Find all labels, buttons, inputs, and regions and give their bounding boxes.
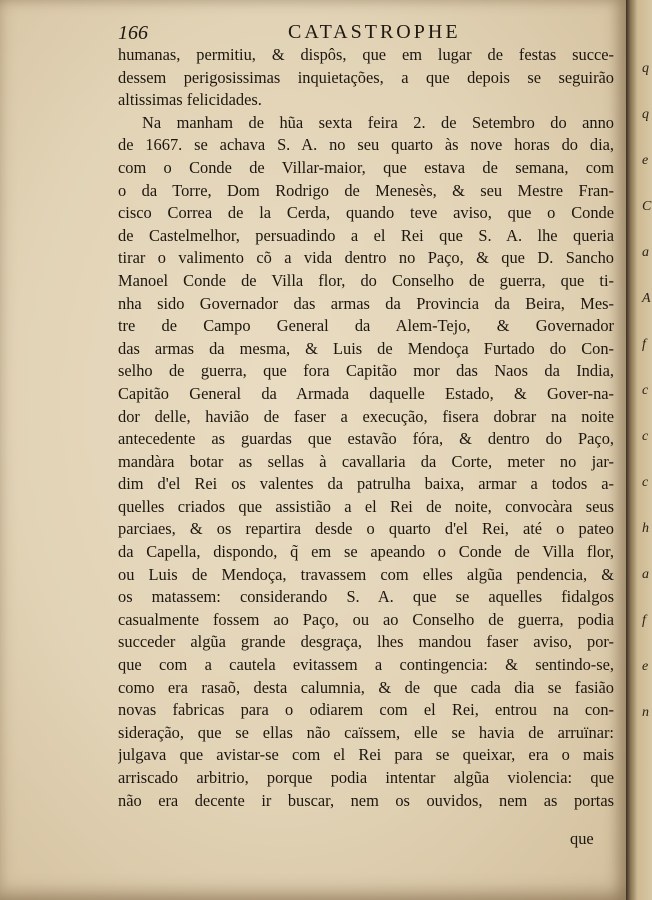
facing-page-letter: f (642, 337, 646, 352)
text-line: como era rasaõ, desta calumnia, & de que cada dia se fasião (118, 677, 614, 697)
facing-page-letter: q (642, 61, 649, 76)
text-line: selho de guerra, que fora Capitão mor das Naos da India, (118, 361, 614, 381)
page-number: 166 (118, 22, 148, 44)
facing-page-letter: a (642, 567, 649, 582)
running-title: CATASTROPHE (288, 21, 461, 43)
catchword: que (570, 829, 594, 848)
text-line: que com a cautela evitassem a contingencia: & sentindo-se, (118, 655, 614, 675)
text-line: da Capella, dispondo, q̃ em se apeando o Conde de Villa flor, (118, 542, 614, 562)
facing-page-letter: c (642, 429, 649, 444)
facing-page-letter: f (642, 613, 646, 628)
text-line: altissimas felicidades. (118, 90, 262, 110)
facing-page-letter: A (642, 291, 651, 306)
facing-page-edge (626, 0, 652, 900)
facing-page-letter: c (642, 383, 649, 398)
text-line: de 1667. se achava S. A. no seu quarto às nove horas do dia, (118, 135, 614, 155)
text-line: sideração, que se ellas não caïssem, elle se havia de arruïnar: (118, 722, 614, 742)
text-line: tre de Campo General da Alem-Tejo, & Governador (118, 316, 614, 336)
text-line: ou Luis de Mendoça, travassem com elles algũa pendencia, & (118, 564, 614, 584)
text-line: arriscado arbitrio, porque podia intentar algũa violencia: que (118, 768, 614, 787)
text-line: dessem perigosissimas inquietações, a que depois se seguirão (118, 67, 614, 87)
text-line: nha sido Governador das armas da Provincia da Beira, Mes- (118, 293, 614, 313)
text-line: casualmente fossem ao Paço, ou ao Conselho de guerra, podia (118, 609, 614, 629)
facing-page-letter: e (642, 153, 649, 168)
text-line: o da Torre, Dom Rodrigo de Menesès, & seu Mestre Fran- (118, 180, 614, 200)
text-line: parciaes, & os repartira desde o quarto d'el Rei, até o pateo (118, 519, 614, 539)
page-header (118, 20, 618, 46)
text-line: julgava que avistar-se com el Rei para se queixar, era o mais (118, 745, 614, 765)
text-line: quelles criados que assistião a el Rei de noite, convocàra seus (118, 496, 614, 516)
text-line: mandàra botar as sellas à cavallaria da Corte, meter no jar- (118, 451, 614, 471)
text-line: Na manham de hũa sexta feira 2. de Setembro do anno (142, 112, 614, 132)
facing-page-letter: C (642, 199, 652, 214)
text-line: Manoel Conde de Villa flor, do Conselho de guerra, que ti- (118, 270, 614, 290)
text-line: dor delle, havião de faser a execução, fisera dobrar na noite (118, 406, 614, 426)
text-line: não era decente ir buscar, nem os ouvidos, nem as portas (118, 790, 614, 810)
facing-page-letter: c (642, 475, 649, 490)
text-line: Capitão General da Armada daquelle Estado, & Gover-na- (118, 383, 614, 403)
text-line: de Castelmelhor, persuadindo a el Rei que S. A. lhe queria (118, 225, 614, 245)
text-line: das armas da mesma, & Luis de Mendoça Furtado do Con- (118, 338, 614, 358)
body-text (118, 44, 614, 812)
text-line: novas fabricas para o odiarem com el Rei, entrou na con- (118, 700, 614, 720)
text-line: tirar o valimento cõ a vida dentro no Paço, & que D. Sancho (118, 248, 614, 268)
text-line: humanas, permitiu, & dispôs, que em lugar de festas succe- (118, 45, 614, 64)
facing-page-letter: a (642, 245, 649, 260)
text-line: com o Conde de Villar-maior, que estava de semana, com (118, 157, 614, 177)
facing-page-letter: e (642, 659, 649, 674)
facing-page-letter: n (642, 705, 649, 720)
facing-page-letter: q (642, 107, 649, 122)
text-line: succeder algũa grande desgraça, lhes mandou faser aviso, por- (118, 632, 614, 652)
text-line: os matassem: considerando S. A. que se aquelles fidalgos (118, 587, 614, 607)
text-line: dim d'el Rei os valentes da patrulha baixa, armar a todos a- (118, 474, 614, 494)
text-line: cisco Correa de la Cerda, quando teve aviso, que o Conde (118, 203, 614, 223)
text-line: antecedente as guardas que estavão fóra, & dentro do Paço, (118, 429, 614, 449)
facing-page-letter: h (642, 521, 649, 536)
